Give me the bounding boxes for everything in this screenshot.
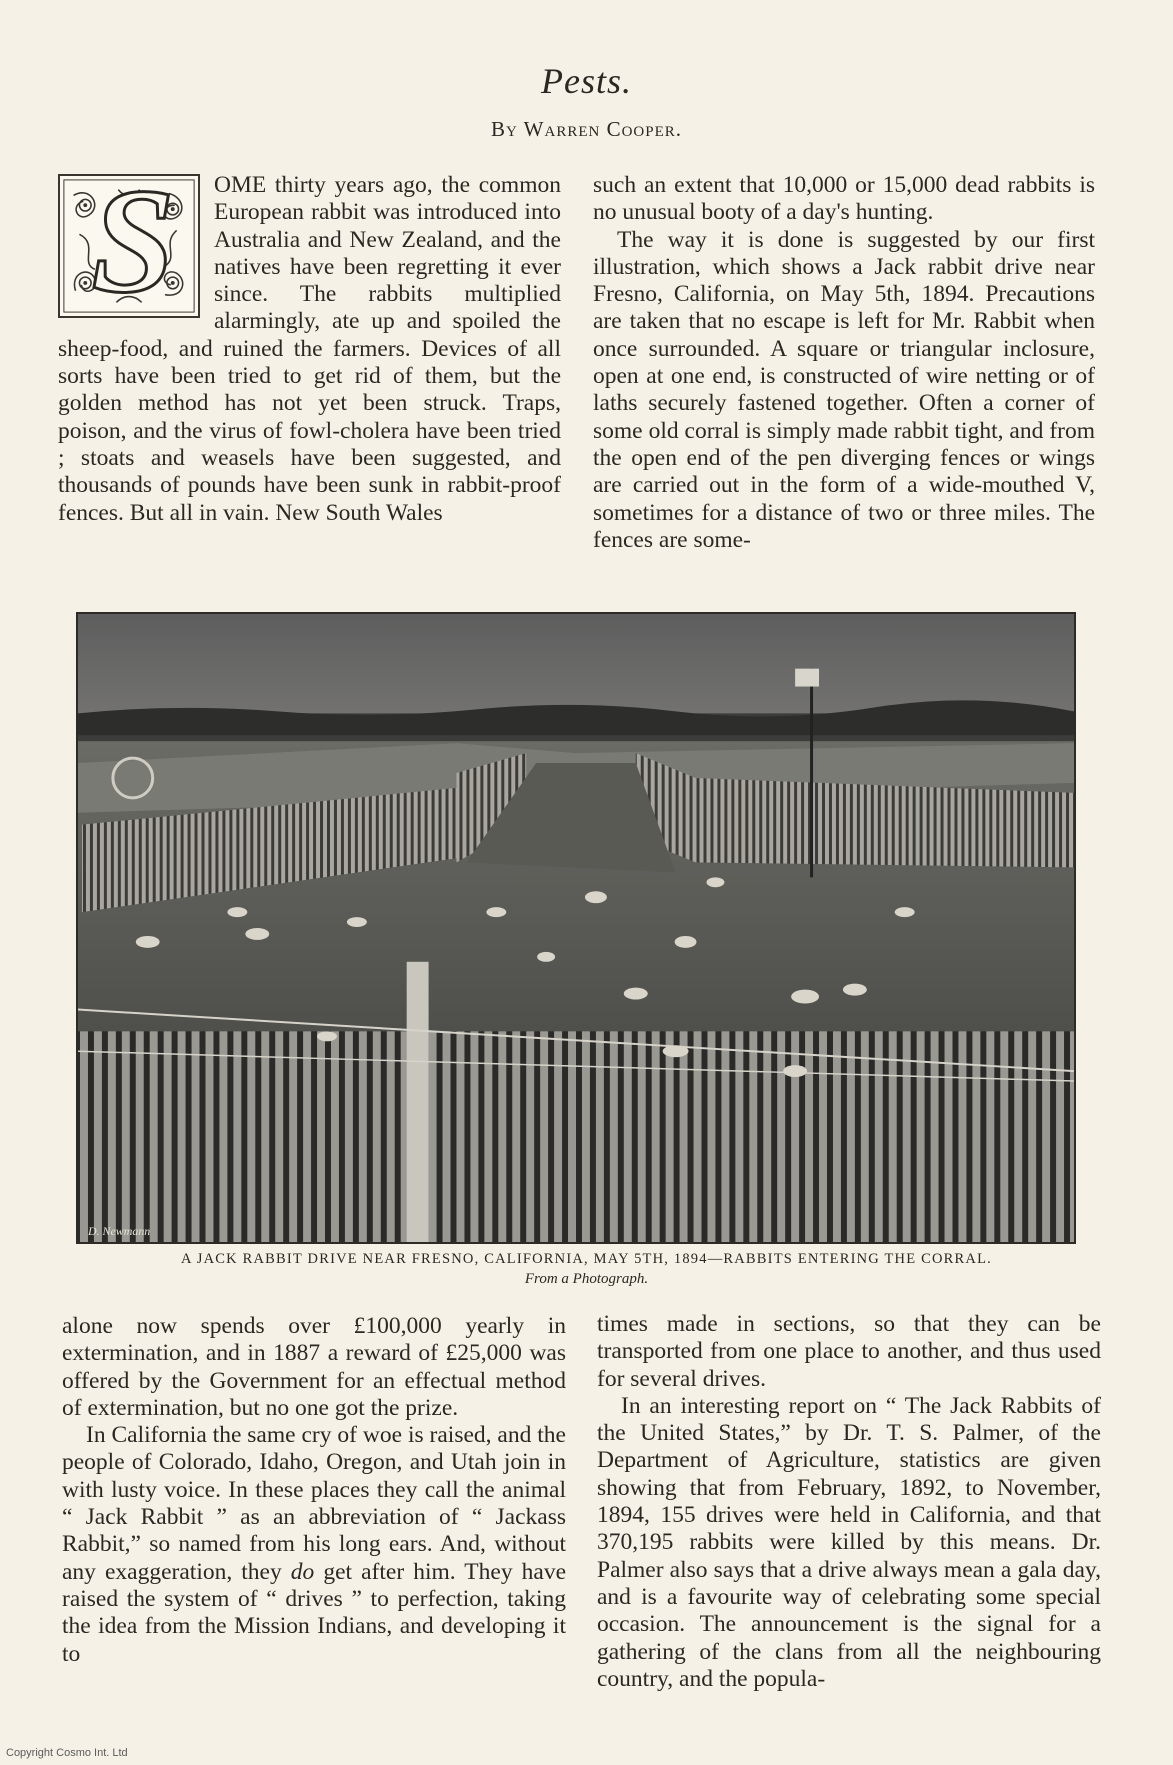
rabbit-corral-illustration — [78, 614, 1074, 1242]
paragraph: OME thirty years ago, the common European rabbit was introduced into Australia and New Zealand, and the natives have been regretting it ever since. The rabbits multiplied alarmingly, ate up and spoiled the sheep-food, and ruined the farmers. Devices of all sorts have been tried to get rid of them, but the golden method has not yet been struck. Traps, poison, and the virus of fowl-cholera have been tried ; stoats and weasels have been suggested, and thousands of pounds have been sunk in rabbit-proof fences. But all in vain. New South Wales — [58, 172, 561, 526]
paragraph: In an interesting report on “ The Jack Rabbits of the United States,” by Dr. T. S. Palmer, of the Department of Agriculture, statistics are given showing that from February, 1892, to November, 1894, 155 drives were held in California, and that 370,195 rabbits were killed by this means. Dr. Palmer also says that a drive always mean a gala day, and is a favourite way of celebrating some special occasion. The announcement is the signal for a gathering of the clans from all the neighbouring country, and the popula- — [597, 1392, 1101, 1692]
ornamental-dropcap — [58, 174, 200, 318]
dropcap-glyph-overlay: S — [91, 158, 175, 324]
emphasis-text: do — [290, 1558, 315, 1585]
paragraph: such an extent that 10,000 or 15,000 dead rabbits is no unusual booty of a day's hunting. — [593, 172, 1095, 226]
paragraph: The way it is done is suggested by our first illustration, which shows a Jack rabbit drive near Fresno, California, on May 5th, 1894. Precautions are taken that no escape is left for Mr. Rabbit when once surrounded. A square or triangular inclosure, open at one end, is constructed of wire netting or of laths securely fastened together. Often a corner of some old corral is simply made rabbit tight, and from the open end of the pen diverging fences or wings are carried out in the form of a wide-mouthed V, sometimes for a distance of two or three miles. The fences are some- — [593, 226, 1095, 553]
photograph-rabbit-drive — [76, 612, 1076, 1244]
artist-signature: D. Newmann — [87, 1224, 151, 1239]
column-bottom-left — [62, 1313, 566, 1668]
column-top-left — [58, 158, 561, 527]
figure-caption-source: From a Photograph. — [524, 1271, 649, 1287]
article-title: Pests. — [541, 61, 632, 101]
paragraph — [62, 1422, 566, 1668]
floral-dropcap-icon — [60, 176, 198, 316]
column-top-right — [593, 172, 1095, 554]
paragraph-text: get after him. They have raised the system of “ drives ” to perfection, taking the idea from the Mission Indians, and developing it to — [62, 1558, 566, 1667]
paragraph-text: In California the same cry of woe is raised, and the people of Colorado, Idaho, Oregon, and Utah join in with lusty voice. In these places they call the animal “ Jack Rabbit ” as an abbreviation of “ Jackass Rabbit,” so named from his long ears. And, without any exaggeration, they — [62, 1422, 566, 1585]
column-bottom-right — [597, 1311, 1101, 1693]
article-byline: By Warren Cooper. — [490, 117, 683, 141]
paragraph: times made in sections, so that they can be transported from one place to another, and thus used for several drives. — [597, 1311, 1101, 1392]
copyright-watermark: Copyright Cosmo Int. Ltd — [6, 1747, 128, 1759]
figure-caption: A JACK RABBIT DRIVE NEAR FRESNO, CALIFORNIA, MAY 5TH, 1894—RABBITS ENTERING THE CORRAL. — [181, 1251, 992, 1267]
paragraph: alone now spends over £100,000 yearly in extermination, and in 1887 a reward of £25,000 was offered by the Government for an effectual method of extermination, but no one got the prize. — [62, 1313, 566, 1421]
